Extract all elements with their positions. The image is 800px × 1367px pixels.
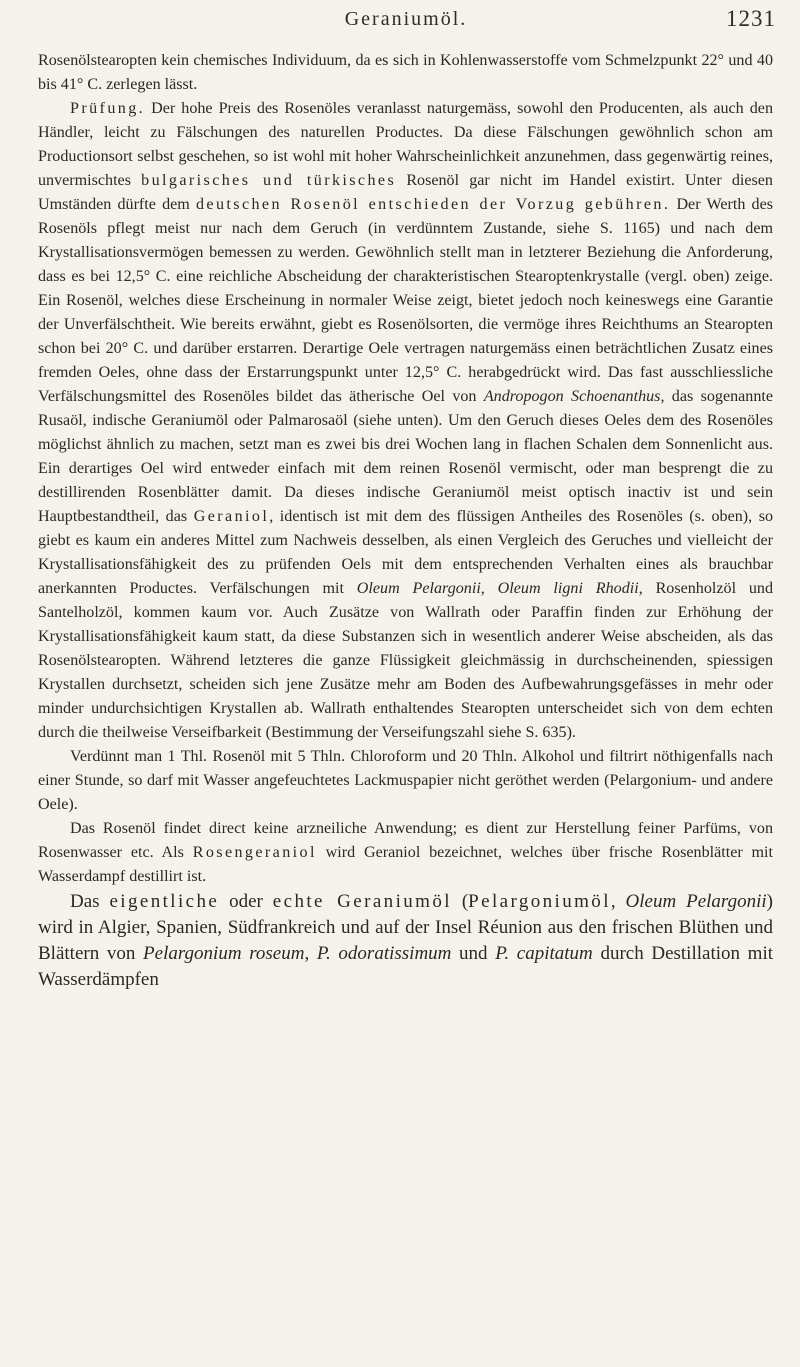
paragraph <box>38 817 773 889</box>
italic-run: Oleum Pelargonii <box>356 580 481 597</box>
spaced-run: Prüfung. <box>70 100 146 117</box>
spaced-run: Pelargoniumöl <box>468 891 611 912</box>
text-run: Das <box>70 891 110 912</box>
spaced-run: Rosengeraniol <box>192 844 317 861</box>
paragraph <box>38 745 773 817</box>
italic-run: P. capitatum <box>495 943 593 964</box>
text-run: und <box>451 943 496 964</box>
text-run: , <box>610 891 626 912</box>
italic-run: Oleum ligni Rhodii <box>497 580 639 597</box>
body-text <box>38 49 773 993</box>
spaced-run: Geraniol <box>193 508 270 525</box>
text-run: Der hohe Preis des Rosenöles veranlasst naturgemäss, sowohl den Producenten, als auch den Händler, leicht zu Fälschungen des naturellen Productes. Da diese Fälschungen gewöhnlich schon am Productionsort selbst geschehen, so ist wohl mit hoher Wahrscheinlichkeit anzunehmen, dass gegenwärtig reines, unvermischtes <box>38 100 773 189</box>
text-run: , das sogenannte Rusaöl, indische Geraniumöl oder Palmarosaöl (siehe unten). Um den Geruch dieses Oeles dem des Rosenöles möglichst ähnlich zu machen, setzt man es zwei bis drei Wochen lang in flachen Schalen dem Sonnenlicht aus. Ein derartiges Oel wird entweder einfach mit dem reinen Rosenöl vermischt, oder man besprengt die zu destillirenden Rosenblätter damit. Da dieses indische Geraniumöl meist optisch inactiv ist und sein Hauptbestandtheil, das <box>38 388 774 525</box>
paragraph <box>38 97 773 745</box>
italic-run: P. odoratissimum <box>316 943 452 964</box>
text-run: durch Destillation mit Wasserdämpfen <box>38 943 774 990</box>
spaced-run: echte Geraniumöl <box>272 891 452 912</box>
text-run: Verdünnt man 1 Thl. Rosenöl mit 5 Thln. Chloroform und 20 Thln. Alkohol und filtrirt nöthigenfalls nach einer Stunde, so darf mit Wasser angefeuchtetes Lackmuspapier nicht geröthet werden (Pelargonium- und andere Oele). <box>38 748 773 813</box>
text-run: Rosenöl gar nicht im Handel existirt. Unter diesen Umständen dürfte dem <box>38 172 773 213</box>
italic-run: Oleum Pelargonii <box>625 891 767 912</box>
italic-run: Andropogon Schoenanthus <box>483 388 661 405</box>
text-run: ( <box>451 891 469 912</box>
text-run: , <box>480 580 498 597</box>
spaced-run: bulgarisches und türkisches <box>141 172 397 189</box>
text-run: Das Rosenöl findet direct keine arzneiliche Anwendung; es dient zur Herstellung feiner Parfüms, von Rosenwasser etc. Als <box>38 820 773 861</box>
text-run: wird Geraniol bezeichnet, welches über frische Rosenblätter mit Wasserdampf destillirt ist. <box>38 844 773 885</box>
text-run: ) wird in Algier, Spanien, Südfrankreich und auf der Insel Réunion aus den frischen Blüthen und Blättern von <box>38 891 773 964</box>
text-run: Rosenölstearopten kein chemisches Individuum, da es sich in Kohlenwasserstoffe vom Schmelzpunkt 22° und 40 bis 41° C. zerlegen lässt. <box>38 52 773 93</box>
italic-run: Pelargonium roseum <box>143 943 305 964</box>
text-run: , identisch ist mit dem des flüssigen Antheiles des Rosenöles (s. oben), so giebt es kaum ein anderes Mittel zum Nachweis desselben, als einen Vergleich des Geruches und vielleicht der Krystallisationsfähigkeit des zu prüfenden Oels mit dem entsprechenden Verhalten eines als brauchbar anerkannten Productes. Verfälschungen mit <box>38 508 774 597</box>
text-run: Der Werth des Rosenöls pflegt meist nur nach dem Geruch (in verdünntem Zustande, siehe S. 1165) und nach dem Krystallisationsvermögen bemessen zu werden. Gewöhnlich stellt man in letzterer Beziehung die Anforderung, dass es bei 12,5° C. eine reichliche Abscheidung der charakteristischen Stearoptenkrystalle (vergl. oben) zeige. Ein Rosenöl, welches diese Erscheinung in normaler Weise zeigt, bietet jedoch noch keineswegs eine Garantie der Unverfälschtheit. Wie bereits erwähnt, giebt es Rosenölsorten, die vermöge ihres Reichthums an Stearopten schon bei 20° C. und darüber erstarren. Derartige Oele vertragen naturgemäss einen beträchtlichen Zusatz eines fremden Oeles, ohne dass der Erstarrungspunkt unter 12,5° C. herabgedrückt wird. Das fast ausschliessliche Verfälschungsmittel des Rosenöles bildet das ätherische Oel von <box>38 196 773 405</box>
paragraph <box>38 49 773 97</box>
text-run: , Rosenholzöl und Santelholzöl, kommen kaum vor. Auch Zusätze von Wallrath oder Paraffin finden zur Erhöhung der Krystallisationsfähigkeit kaum statt, da diese Substanzen sich in wesentlich anderer Weise abscheiden, als das Rosenölstearopten. Während letzteres die ganze Flüssigkeit gleichmässig in durchscheinenden, spiessigen Krystallen durchsetzt, scheiden sich jene Zusätze mehr am Boden des Aufbewahrungsgefässes in mehr oder minder undurchsichtigen Krystallen ab. Wallrath enthaltendes Stearopten unterscheidet sich von dem echten durch die theilweise Verseifbarkeit (Bestimmung der Verseifungszahl siehe S. 635). <box>38 580 774 741</box>
text-run: , <box>304 943 317 964</box>
running-title: Geraniumöl. <box>344 8 468 30</box>
spaced-run: eigentliche <box>109 891 220 912</box>
paragraph <box>38 889 773 993</box>
spaced-run: deutschen Rosenöl entschieden der Vorzug gebühren. <box>195 196 671 213</box>
page-number: 1231 <box>726 6 776 31</box>
page-header <box>36 6 776 42</box>
text-run: oder <box>219 891 273 912</box>
